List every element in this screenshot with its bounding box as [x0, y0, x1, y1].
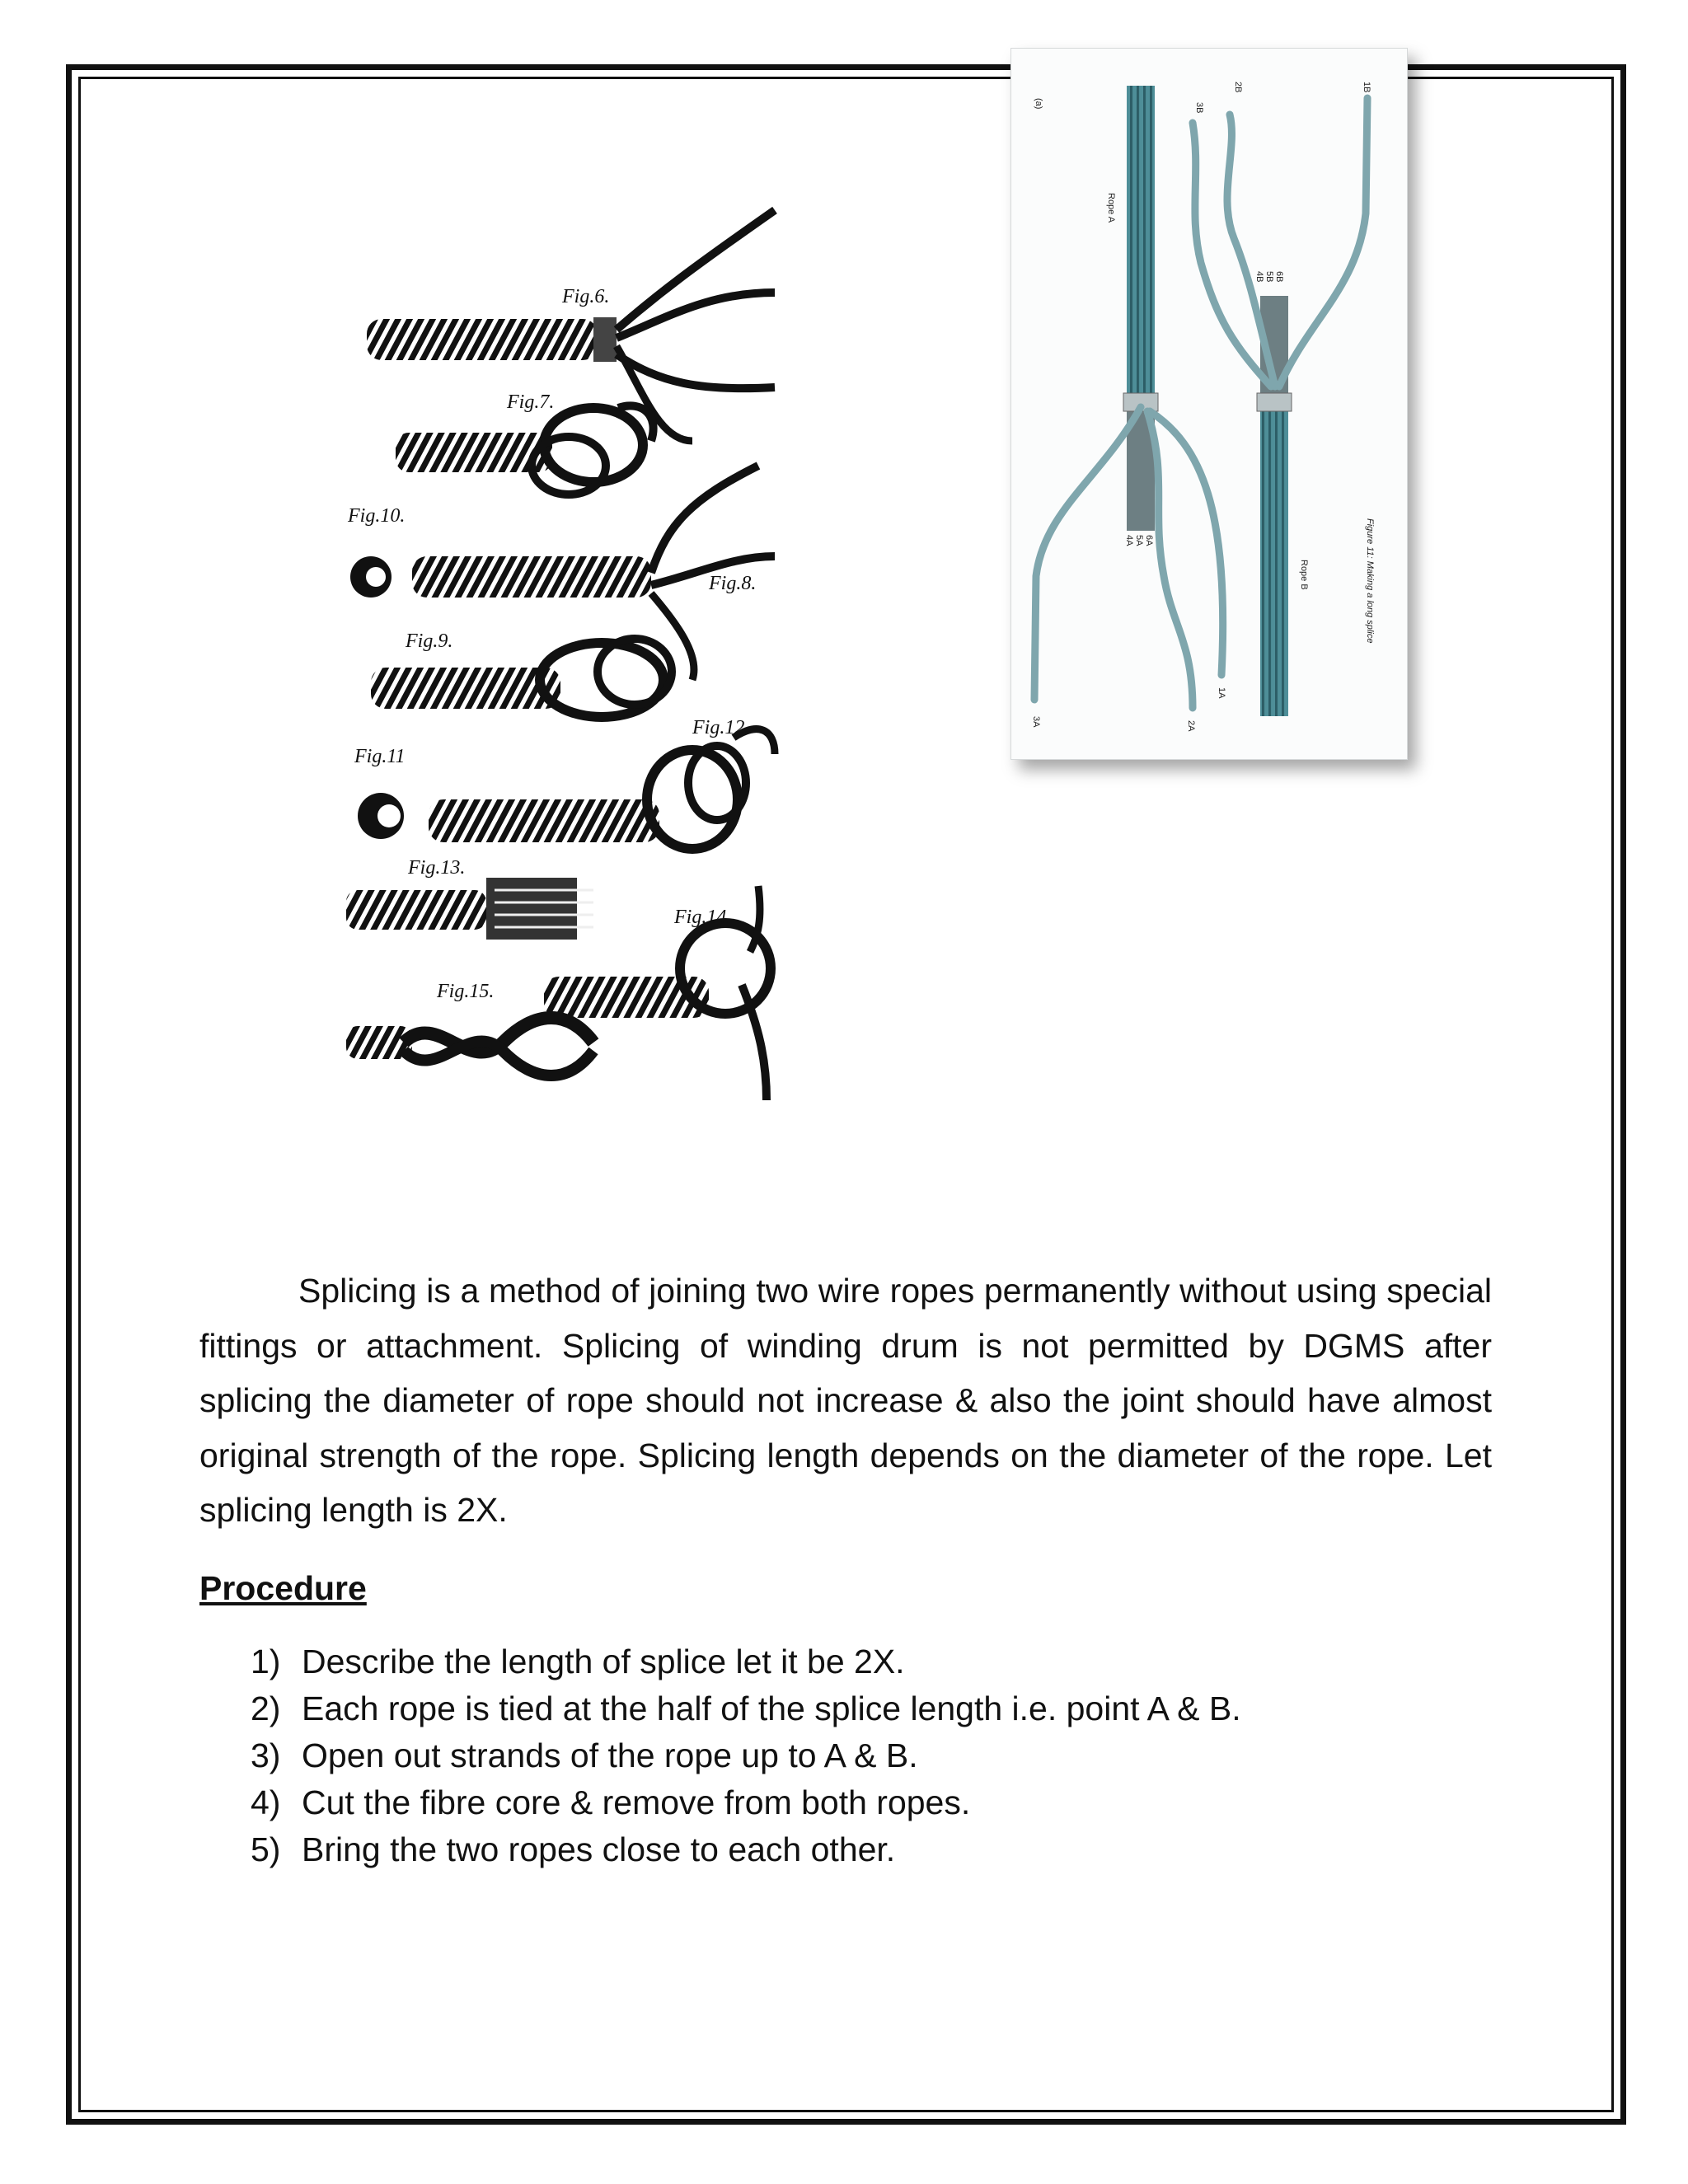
strand-4b-label: 4B [1254, 271, 1264, 283]
strand-6a-label: 6A [1144, 535, 1154, 546]
rope-a-label: Rope A [1106, 193, 1116, 223]
strand-2b-label: 2B [1233, 82, 1243, 93]
strand-2a-label: 2A [1186, 720, 1196, 732]
panel-a-label: (a) [1034, 98, 1043, 110]
strand-5b-label: 5B [1264, 271, 1274, 283]
fig-9-label: Fig.9. [406, 630, 453, 652]
strand-4a-label: 4A [1124, 535, 1134, 546]
fig-6-label: Fig.6. [562, 286, 610, 307]
list-item: 4) Cut the fibre core & remove from both ropes. [251, 1783, 971, 1821]
long-splice-figure [1010, 48, 1408, 760]
body-text [199, 1263, 1492, 1873]
list-item: 2) Each rope is tied at the half of the splice length i.e. point A & B. [251, 1689, 1241, 1727]
list-item: 1) Describe the length of splice let it be 2X. [251, 1642, 905, 1680]
strand-3b-label: 3B [1194, 102, 1204, 114]
fig-13-label: Fig.13. [408, 857, 466, 879]
fig-8-label: Fig.8. [709, 573, 757, 594]
list-item: 3) Open out strands of the rope up to A & B. [251, 1736, 918, 1774]
strand-1b-label: 1B [1362, 82, 1372, 93]
fig-15-label: Fig.15. [437, 981, 495, 1002]
figure-caption: Figure 11: Making a long splice [1365, 518, 1375, 644]
intro-paragraph: Splicing is a method of joining two wire ropes permanently without using special fittings or attachment. Splicing of winding drum is not permitted by DGMS after splicing the diameter of rope should not increase & also the joint should have almost original strength of the rope. Splicing length depends on the diameter of the rope. Let splicing length is 2X. [199, 1272, 1492, 1529]
fig-11-label: Fig.11 [354, 746, 406, 767]
rope-b-label: Rope B [1299, 560, 1309, 590]
procedure-steps [199, 1638, 1492, 1873]
strand-6b-label: 6B [1274, 271, 1284, 283]
strand-1a-label: 1A [1217, 687, 1226, 699]
list-item: 5) Bring the two ropes close to each other. [251, 1830, 896, 1868]
fig-7-label: Fig.7. [507, 391, 555, 413]
fig-10-label: Fig.10. [348, 505, 406, 527]
fig-14-label: Fig.14. [674, 907, 732, 928]
strand-5a-label: 5A [1134, 535, 1144, 546]
procedure-heading: Procedure [199, 1568, 367, 1607]
fig-12-label: Fig.12. [692, 717, 750, 738]
strand-3a-label: 3A [1031, 716, 1041, 728]
rope-splice-illustration [346, 194, 791, 1104]
